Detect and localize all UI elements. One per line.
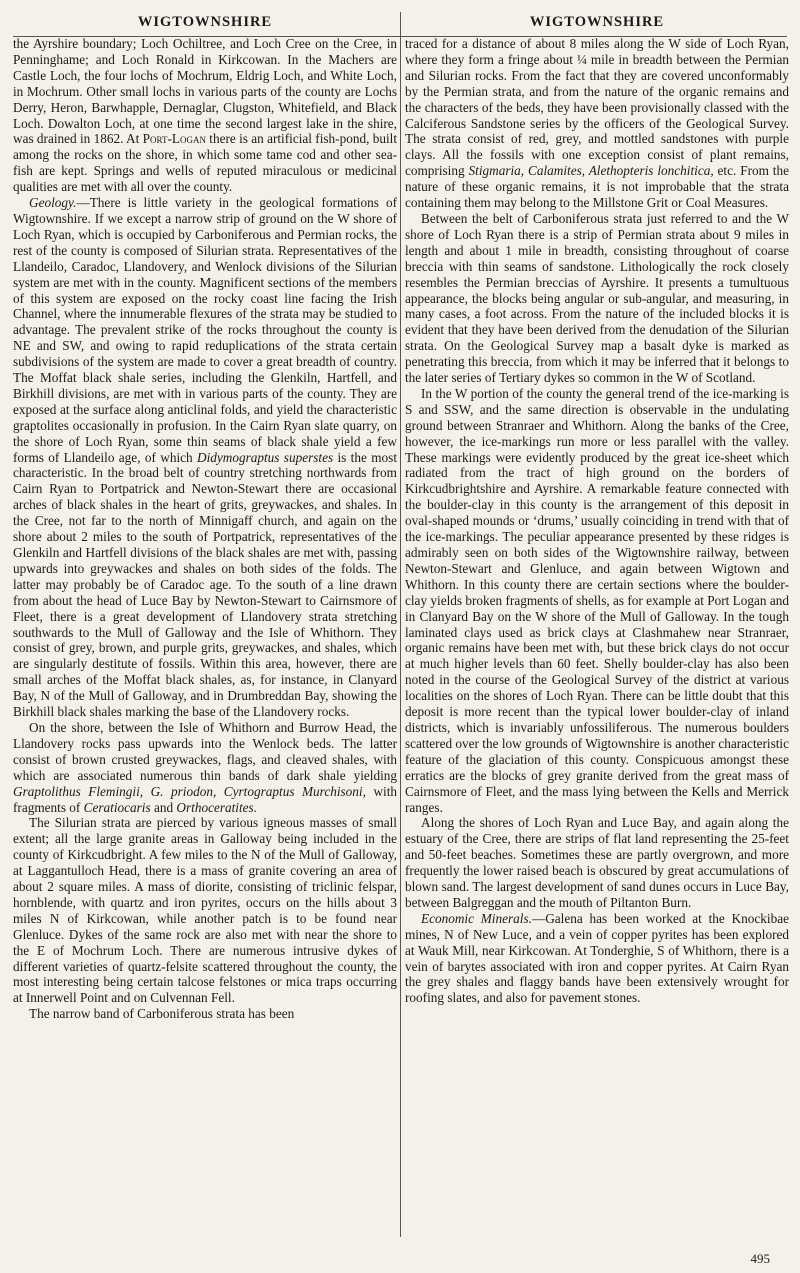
column-divider: [400, 12, 401, 1237]
paragraph-carboniferous-cont: traced for a distance of about 8 miles along the W side of Loch Ryan, where they form a fringe about ¼ mile in breadth between the Permian and Silurian rocks. From the fact that they are covered unconformably by the Permian strata, and from the nature of the organic remains and the characters of the beds, they have been provisionally classed with the Calciferous Sandstone series by the officers of the Geological Survey. The strata consist of red, grey, and mottled sandstones with purple clays. All the fossils with one exception consist of plant remains, comprising Stigmaria, Calamites, Alethopteris lonchitica, etc. From the nature of these organic remains, it is not improbable that the strata containing them may belong to the Millstone Grit or Coal Measures.: [405, 36, 789, 211]
paragraph-geology: Geology.—There is little variety in the geological formations of Wigtownshire. If we except a narrow strip of ground on the W shore of Loch Ryan, which is occupied by Carboniferous and Permian rocks, the rest of the county is composed of Silurian strata. Representatives of the Llandeilo, Caradoc, Llandovery, and Wenlock divisions of the Silurian system are met with in the county. Magnificent sections of the members of this system are exposed on the rocky coast line facing the Irish Channel, where the innumerable flexures of the strata may be studied to advantage. The prevalent strike of the rocks throughout the county is NE and SW, and owing to rapid reduplications of the strata certain subdivisions of the system are made to cover a great breadth of country. The Moffat black shale series, including the Glenkiln, Hartfell, and Birkhill divisions, are met with in various parts of the county. They are exposed at the surface along anticlinal folds, and yield the characteristic graptolites occasionally in profusion. In the Cairn Ryan slate quarry, on the shore of Loch Ryan, some thin seams of black shale yield a few forms of Llandeilo age, of which Didymograptus superstes is the most characteristic. In the broad belt of country stretching northwards from Cairn Ryan to Portpatrick and Newton-Stewart there are occasional arches of black shales in the heart of grits, greywackes, and shales. In the Cree, not far to the north of Minnigaff church, and again on the shore about 2 miles to the south of Portpatrick, representatives of the Glenkiln and Hartfell divisions of the black shales are met with, passing upwards into greywackes and shales on both sides of the folds. The latter may probably be of Caradoc age. To the south of a line drawn from about the head of Luce Bay by Newton-Stewart to Cairnsmore of Fleet, there is a great development of Llandovery strata stretching southwards to the Mull of Galloway and the Isle of Whithorn. They consist of grey, brown, and purple grits, greywackes, and shales, which are singularly destitute of fossils. Within this area, however, there are small arches of the Moffat black shales, as, for instance, in Clanyard Bay, N of the Mull of Galloway, and in Drumbreddan Bay, showing the Birkhill black shales marking the base of the Llandovery rocks.: [13, 195, 397, 720]
right-column: [405, 0, 789, 1006]
paragraph-ice-marking: In the W portion of the county the general trend of the ice-marking is S and SSW, and the same direction is observable in the undulating ground between Stranraer and Whithorn. Along the banks of the Cree, however, the ice-markings run more or less parallel with the valley. These markings were evidently produced by the great ice-sheet which radiated from the tract of high ground on the borders of Kirkcudbrightshire and Ayrshire. A remarkable feature connected with the boulder-clay in this county is the arrangement of this deposit in oval-shaped mounds or ‘drums,’ usually coinciding in trend with that of the ice-markings. The peculiar appearance presented by these ridges is admirably seen on both sides of the Wigtownshire railway, between Newton-Stewart and Glenluce, and again between Wigtown and Whithorn. In this county there are certain sections where the boulder-clay yields broken fragments of shells, as for example at Port Logan and in Clanyard Bay on the W shore of the Mull of Galloway. In the tough laminated clays used as brick clays at Clashmahew near Stranraer, organic remains have been met with, but these brick clays do not occur at much higher levels than 60 feet. Shelly boulder-clay has also been noted in the course of the Geological Survey of the district at various localities on the shores of Loch Ryan. There can be little doubt that this deposit is more recent than the typical lower boulder-clay of inland districts, which is invariably unfossiliferous. The numerous boulders scattered over the low grounds of Wigtownshire is another characteristic feature of the glaciation of this county. Conspicuous amongst these erratics are the blocks of grey granite derived from the great mass of Cairnsmore of Fleet, and the mass lying between the Kells and Merrick ranges.: [405, 385, 789, 815]
running-header-right: WIGTOWNSHIRE: [529, 14, 665, 30]
left-column-text: [13, 36, 397, 1022]
paragraph-wenlock: On the shore, between the Isle of Whithorn and Burrow Head, the Llandovery rocks pass upwards into the Wenlock beds. The latter consist of brown crusted greywackes, flags, and cleaved shales, with which are associated numerous thin bands of dark shale yielding Graptolithus Flemingii, G. priodon, Cyrtograptus Murchisoni, with fragments of Ceratiocaris and Orthoceratites.: [13, 719, 397, 815]
paragraph-economic-minerals: Economic Minerals.—Galena has been worked at the Knockibae mines, N of New Luce, and a vein of copper pyrites has been explored at Wauk Mill, near Kirkcowan. At Tonderghie, S of Whithorn, there is a vein of barytes associated with iron and copper pyrites. At Cairn Ryan the grey shales and flaggy bands have been extensively wrought for roofing slates, and also for pavement stones.: [405, 910, 790, 1006]
running-header-left: WIGTOWNSHIRE: [137, 14, 273, 30]
paragraph-lochs: the Ayrshire boundary; Loch Ochiltree, and Loch Cree on the Cree, in Penninghame; and Loch Ronald in Kirkcowan. In the Machers are Castle Loch, the four lochs of Mochrum, Eldrig Loch, and White Loch, in Mochrum. Other small lochs in various parts of the county are Lochs Derry, Heron, Barwhapple, Dernaglar, Clugston, Whitefield, and Black Loch. Dowalton Loch, at one time the second largest lake in the shire, was drained in 1862. At Port-Logan there is an artificial fish-pond, built among the rocks on the shore, in which some tame cod and other sea-fish are kept. Springs and wells of reputed miraculous or medicinal qualities are met with all over the county.: [13, 36, 397, 195]
page-number: 495: [750, 1251, 770, 1266]
paragraph-igneous: The Silurian strata are pierced by various igneous masses of small extent; all the large granite areas in Galloway being included in the county of Kirkcudbright. A few miles to the N of the Mull of Galloway, at Laggantulloch Head, there is a mass of granite covering an area of about 2 square miles. A mass of diorite, consisting of triclinic felspar, hornblende, with quartz and iron pyrites, occurs on the hills about 3 miles N of Kirkcowan, while another patch is to be found near Glenluce. Dykes of the same rock are also met with near the shore to the E of Mochrum Loch. There are numerous intrusive dykes of different varieties of quartz-felsite scattered throughout the county, the most interesting being certain talcose felstones or mica traps occurring at Innerwell Point and on Culvennan Fell.: [13, 815, 397, 1006]
left-column: [13, 0, 397, 1022]
paragraph-carboniferous-start: The narrow band of Carboniferous strata has been: [29, 1006, 295, 1022]
right-column-text: [405, 36, 789, 1006]
paragraph-raised-beaches: Along the shores of Loch Ryan and Luce Bay, and again along the estuary of the Cree, there are strips of flat land representing the 25-feet and 50-feet beaches. Sometimes these are partly overgrown, and more frequently the lower raised beach is obscured by great accumulations of blown sand. The largest development of sand dunes occurs in Luce Bay, between Balgreggan and the mouth of Piltanton Burn.: [405, 815, 789, 910]
paragraph-permian: Between the belt of Carboniferous strata just referred to and the W shore of Loch Ryan there is a strip of Permian strata about 9 miles in length and about 1 mile in breadth, consisting throughout of coarse breccia with thin seams of sandstone. Lithologically the rock closely resembles the Permian breccias of Ayrshire. It presents a tumultuous appearance, the blocks being angular or sub-angular, and measuring, in many cases, a foot across. From the nature of the included blocks it is evident that they have been derived from the denudation of the Silurian strata. On the Geological Survey map a basalt dyke is marked as penetrating this breccia, from which it may be inferred that it belongs to the later series of Tertiary dykes so common in the W of Scotland.: [405, 210, 789, 386]
